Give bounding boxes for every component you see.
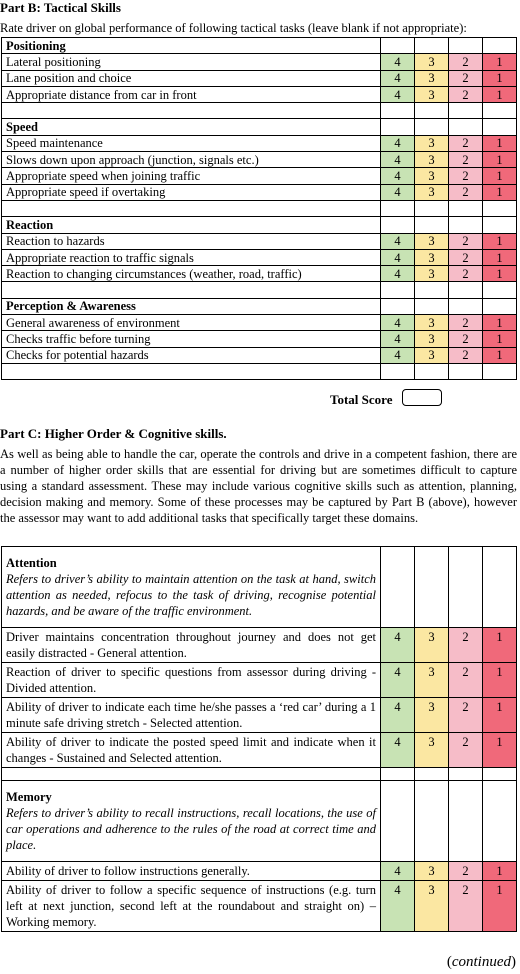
task-label: Reaction to hazards	[2, 233, 381, 249]
task-label: Appropriate speed when joining traffic	[2, 168, 381, 184]
task-row	[2, 862, 517, 881]
score-1-cell[interactable]: 1	[483, 152, 517, 168]
score-3-cell[interactable]: 3	[415, 233, 449, 249]
empty-cell	[449, 103, 483, 119]
score-2-cell[interactable]: 2	[449, 168, 483, 184]
section-title: Memory	[6, 790, 52, 804]
empty-cell	[2, 103, 381, 119]
score-4-cell[interactable]: 4	[381, 663, 415, 698]
empty-cell	[449, 217, 483, 233]
empty-cell	[483, 298, 517, 314]
empty-cell	[381, 217, 415, 233]
part-b-instruction: Rate driver on global performance of following tactical tasks (leave blank if not appropriate):	[0, 21, 467, 35]
continued-note: (continued)	[446, 954, 516, 970]
empty-cell	[449, 768, 483, 781]
score-2-cell[interactable]: 2	[449, 152, 483, 168]
empty-cell	[415, 363, 449, 379]
score-3-cell[interactable]: 3	[415, 628, 449, 663]
score-2-cell[interactable]: 2	[449, 249, 483, 265]
score-3-cell[interactable]: 3	[415, 168, 449, 184]
score-2-cell[interactable]: 2	[449, 347, 483, 363]
task-label: Speed maintenance	[2, 135, 381, 151]
score-3-cell[interactable]: 3	[415, 862, 449, 881]
score-3-cell[interactable]: 3	[415, 663, 449, 698]
score-1-cell[interactable]: 1	[483, 315, 517, 331]
score-2-cell[interactable]: 2	[449, 70, 483, 86]
empty-cell	[449, 282, 483, 298]
empty-cell	[2, 363, 381, 379]
task-label: Checks traffic before turning	[2, 331, 381, 347]
task-label: Ability of driver to indicate the posted speed limit and indicate when it changes - Sustained and Selected attention.	[2, 733, 381, 768]
empty-cell	[483, 200, 517, 216]
section-header-cell	[2, 547, 381, 628]
spacer-row	[2, 363, 517, 379]
score-4-cell[interactable]: 4	[381, 862, 415, 881]
score-4-cell[interactable]: 4	[381, 733, 415, 768]
spacer-row	[2, 768, 517, 781]
empty-cell	[381, 363, 415, 379]
empty-cell	[449, 547, 483, 628]
empty-cell	[449, 38, 483, 54]
task-label: Appropriate reaction to traffic signals	[2, 249, 381, 265]
task-row	[2, 881, 517, 932]
score-1-cell[interactable]: 1	[483, 698, 517, 733]
score-3-cell[interactable]: 3	[415, 733, 449, 768]
empty-cell	[449, 781, 483, 862]
section-header-cell	[2, 781, 381, 862]
score-3-cell[interactable]: 3	[415, 698, 449, 733]
task-row	[2, 86, 517, 102]
score-1-cell[interactable]: 1	[483, 168, 517, 184]
task-row	[2, 266, 517, 282]
task-row	[2, 152, 517, 168]
empty-cell	[415, 547, 449, 628]
score-4-cell[interactable]: 4	[381, 168, 415, 184]
empty-cell	[483, 282, 517, 298]
score-4-cell[interactable]: 4	[381, 152, 415, 168]
task-row	[2, 233, 517, 249]
task-row	[2, 663, 517, 698]
task-label: Appropriate distance from car in front	[2, 86, 381, 102]
score-3-cell[interactable]: 3	[415, 249, 449, 265]
empty-cell	[381, 768, 415, 781]
score-2-cell[interactable]: 2	[449, 266, 483, 282]
score-4-cell[interactable]: 4	[381, 347, 415, 363]
empty-cell	[483, 547, 517, 628]
section-title: Perception & Awareness	[2, 298, 381, 314]
score-4-cell[interactable]: 4	[381, 628, 415, 663]
part-c-paragraph: As well as being able to handle the car, operate the controls and drive in a competent fashion, there are a number of higher order skills that are essential for driving but are sometimes difficult to capture using a standard assessment. These may include various cognitive skills such as attention, planning, decision making and memory. Some of these processes may be captured by Part B (above), however the assessor may want to add additional tasks that specifically target these domains.	[0, 447, 517, 525]
section-title: Reaction	[2, 217, 381, 233]
score-3-cell[interactable]: 3	[415, 152, 449, 168]
task-row	[2, 249, 517, 265]
task-row	[2, 698, 517, 733]
continued-text: continued	[451, 954, 511, 970]
total-score-box[interactable]	[402, 389, 442, 406]
score-2-cell[interactable]: 2	[449, 698, 483, 733]
empty-cell	[483, 38, 517, 54]
score-2-cell[interactable]: 2	[449, 233, 483, 249]
score-3-cell[interactable]: 3	[415, 135, 449, 151]
score-1-cell[interactable]: 1	[483, 628, 517, 663]
score-2-cell[interactable]: 2	[449, 881, 483, 932]
empty-cell	[483, 119, 517, 135]
section-title: Attention	[6, 556, 57, 570]
score-4-cell[interactable]: 4	[381, 70, 415, 86]
empty-cell	[2, 768, 381, 781]
score-2-cell[interactable]: 2	[449, 663, 483, 698]
score-1-cell[interactable]: 1	[483, 881, 517, 932]
score-1-cell[interactable]: 1	[483, 266, 517, 282]
empty-cell	[415, 200, 449, 216]
task-label: Ability of driver to indicate each time he/she passes a ‘red car’ during a 1 minute safe driving stretch - Selected attention.	[2, 698, 381, 733]
cognitive-skills-table	[1, 546, 517, 932]
section-header-row	[2, 217, 517, 233]
empty-cell	[381, 781, 415, 862]
score-1-cell[interactable]: 1	[483, 249, 517, 265]
empty-cell	[483, 217, 517, 233]
score-2-cell[interactable]: 2	[449, 331, 483, 347]
task-row	[2, 331, 517, 347]
score-3-cell[interactable]: 3	[415, 266, 449, 282]
score-2-cell[interactable]: 2	[449, 628, 483, 663]
task-label: Driver maintains concentration throughout journey and does not get easily distracted - General attention.	[2, 628, 381, 663]
part-b-title: Part B: Tactical Skills	[0, 0, 121, 15]
empty-cell	[483, 363, 517, 379]
task-label: Ability of driver to follow instructions generally.	[2, 862, 381, 881]
empty-cell	[415, 781, 449, 862]
score-1-cell[interactable]: 1	[483, 331, 517, 347]
empty-cell	[449, 119, 483, 135]
empty-cell	[483, 768, 517, 781]
task-label: Reaction of driver to specific questions from assessor during driving - Divided attention.	[2, 663, 381, 698]
empty-cell	[415, 768, 449, 781]
score-4-cell[interactable]: 4	[381, 315, 415, 331]
section-header-row	[2, 547, 517, 628]
empty-cell	[415, 217, 449, 233]
score-1-cell[interactable]: 1	[483, 733, 517, 768]
score-4-cell[interactable]: 4	[381, 184, 415, 200]
task-row	[2, 135, 517, 151]
empty-cell	[415, 119, 449, 135]
score-3-cell[interactable]: 3	[415, 347, 449, 363]
score-4-cell[interactable]: 4	[381, 54, 415, 70]
empty-cell	[449, 200, 483, 216]
score-1-cell[interactable]: 1	[483, 135, 517, 151]
empty-cell	[2, 282, 381, 298]
empty-cell	[415, 38, 449, 54]
task-label: Ability of driver to follow a specific sequence of instructions (e.g. turn left at next junction, second left at the roundabout and straight on) – Working memory.	[2, 881, 381, 932]
section-description: Refers to driver’s ability to recall instructions, recall locations, the use of car operations and adherence to the rules of the road at correct time and place.	[6, 806, 376, 852]
task-label: Appropriate speed if overtaking	[2, 184, 381, 200]
tactical-skills-table	[1, 37, 517, 380]
task-label: Lane position and choice	[2, 70, 381, 86]
task-label: Slows down upon approach (junction, signals etc.)	[2, 152, 381, 168]
task-row	[2, 70, 517, 86]
task-row	[2, 168, 517, 184]
score-2-cell[interactable]: 2	[449, 86, 483, 102]
empty-cell	[381, 282, 415, 298]
score-4-cell[interactable]: 4	[381, 881, 415, 932]
score-1-cell[interactable]: 1	[483, 54, 517, 70]
score-3-cell[interactable]: 3	[415, 70, 449, 86]
empty-cell	[483, 103, 517, 119]
section-header-row	[2, 38, 517, 54]
score-4-cell[interactable]: 4	[381, 331, 415, 347]
score-3-cell[interactable]: 3	[415, 54, 449, 70]
empty-cell	[381, 200, 415, 216]
task-row	[2, 347, 517, 363]
section-header-row	[2, 781, 517, 862]
task-row	[2, 184, 517, 200]
section-header-row	[2, 119, 517, 135]
empty-cell	[381, 119, 415, 135]
score-3-cell[interactable]: 3	[415, 184, 449, 200]
empty-cell	[381, 38, 415, 54]
empty-cell	[381, 547, 415, 628]
score-2-cell[interactable]: 2	[449, 184, 483, 200]
score-1-cell[interactable]: 1	[483, 233, 517, 249]
empty-cell	[449, 363, 483, 379]
spacer-row	[2, 103, 517, 119]
total-score-label: Total Score	[330, 392, 393, 407]
spacer-row	[2, 282, 517, 298]
task-label: Lateral positioning	[2, 54, 381, 70]
spacer-row	[2, 200, 517, 216]
score-4-cell[interactable]: 4	[381, 698, 415, 733]
task-label: Reaction to changing circumstances (weather, road, traffic)	[2, 266, 381, 282]
score-1-cell[interactable]: 1	[483, 862, 517, 881]
score-2-cell[interactable]: 2	[449, 54, 483, 70]
empty-cell	[381, 103, 415, 119]
score-2-cell[interactable]: 2	[449, 135, 483, 151]
score-1-cell[interactable]: 1	[483, 86, 517, 102]
score-4-cell[interactable]: 4	[381, 86, 415, 102]
score-3-cell[interactable]: 3	[415, 86, 449, 102]
score-4-cell[interactable]: 4	[381, 233, 415, 249]
empty-cell	[449, 298, 483, 314]
empty-cell	[483, 781, 517, 862]
task-label: General awareness of environment	[2, 315, 381, 331]
section-description: Refers to driver’s ability to maintain attention on the task at hand, switch attention as needed, refocus to the task of driving, recognise potential hazards, and be aware of the traffic environment.	[6, 572, 376, 618]
empty-cell	[415, 282, 449, 298]
score-1-cell[interactable]: 1	[483, 347, 517, 363]
score-1-cell[interactable]: 1	[483, 70, 517, 86]
task-row	[2, 54, 517, 70]
section-header-row	[2, 298, 517, 314]
part-c-title: Part C: Higher Order & Cognitive skills.	[0, 426, 227, 441]
section-title: Positioning	[2, 38, 381, 54]
task-label: Checks for potential hazards	[2, 347, 381, 363]
score-1-cell[interactable]: 1	[483, 184, 517, 200]
empty-cell	[415, 103, 449, 119]
score-3-cell[interactable]: 3	[415, 881, 449, 932]
empty-cell	[381, 298, 415, 314]
score-2-cell[interactable]: 2	[449, 315, 483, 331]
task-row	[2, 628, 517, 663]
score-4-cell[interactable]: 4	[381, 266, 415, 282]
score-4-cell[interactable]: 4	[381, 249, 415, 265]
score-3-cell[interactable]: 3	[415, 315, 449, 331]
score-2-cell[interactable]: 2	[449, 862, 483, 881]
section-title: Speed	[2, 119, 381, 135]
task-row	[2, 315, 517, 331]
empty-cell	[415, 298, 449, 314]
empty-cell	[2, 200, 381, 216]
score-3-cell[interactable]: 3	[415, 331, 449, 347]
score-2-cell[interactable]: 2	[449, 733, 483, 768]
task-row	[2, 733, 517, 768]
score-4-cell[interactable]: 4	[381, 135, 415, 151]
score-1-cell[interactable]: 1	[483, 663, 517, 698]
